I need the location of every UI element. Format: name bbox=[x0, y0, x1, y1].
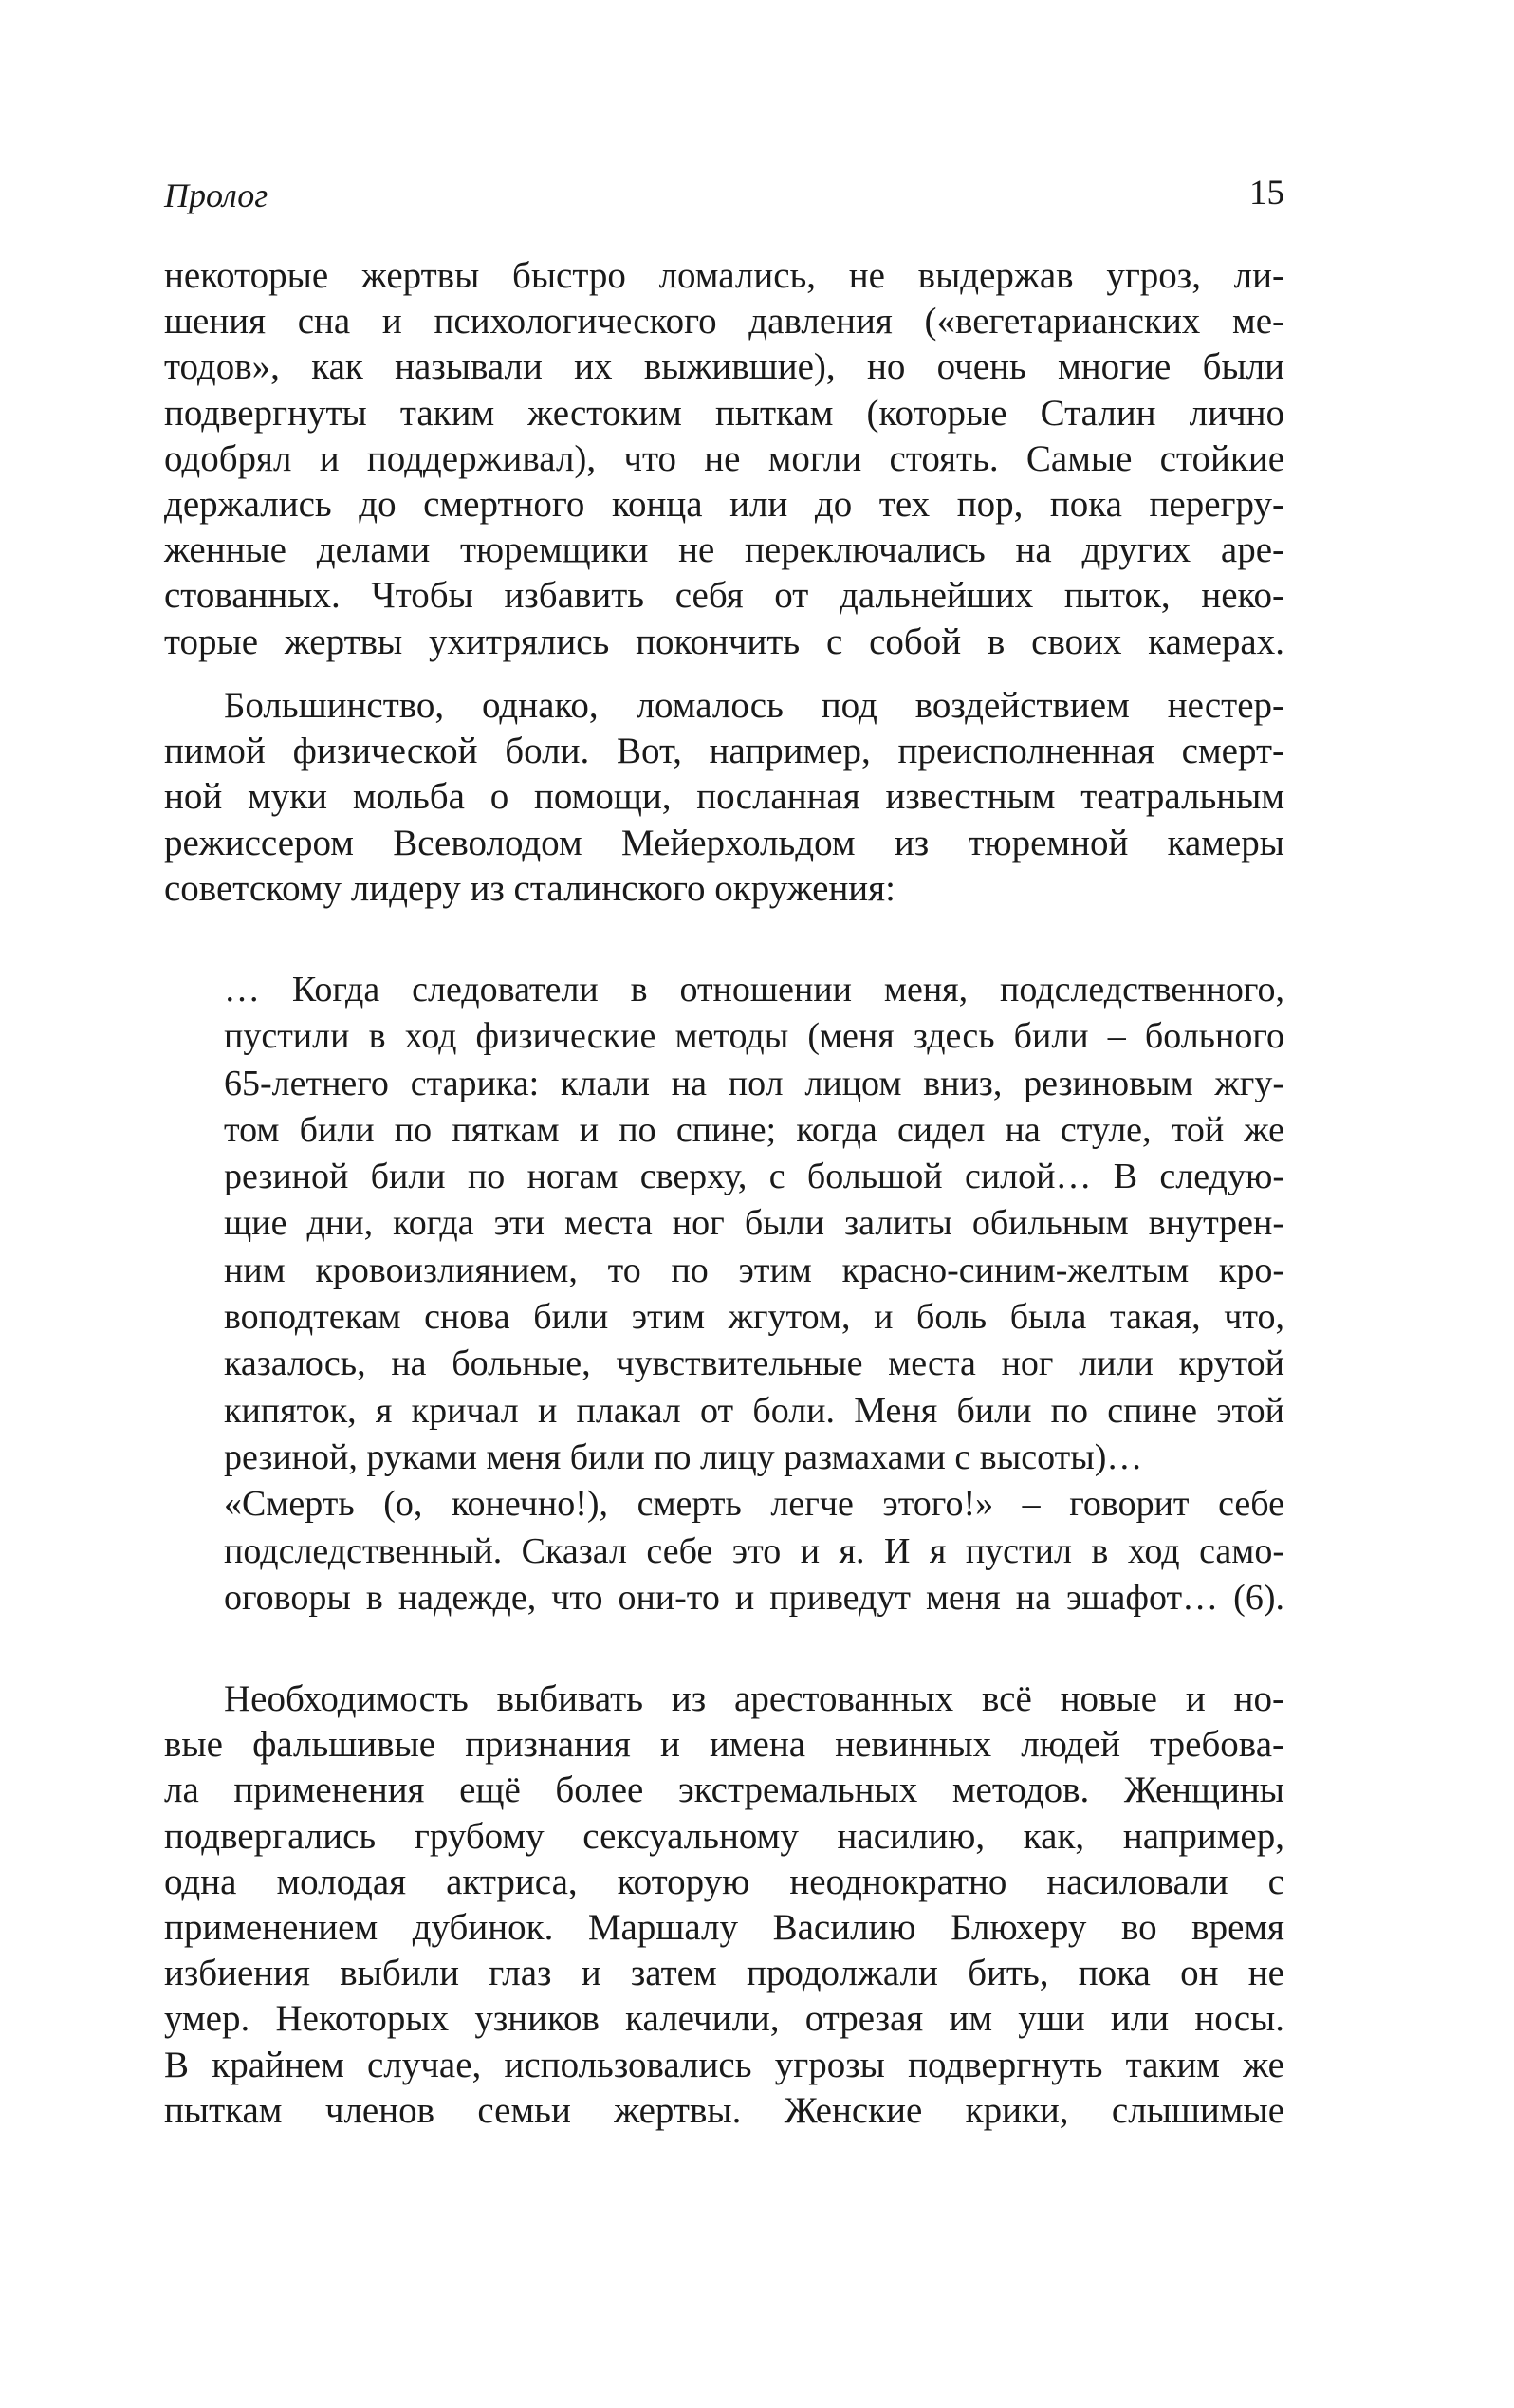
text-line: одна молодая актриса, которую неоднократно насиловали с bbox=[164, 1861, 1284, 1902]
block-quote bbox=[224, 967, 1284, 1621]
text-line: избиения выбили глаз и затем продолжали бить, пока он не bbox=[164, 1953, 1284, 1994]
quote-line: том били по пяткам и по спине; когда сидел на стуле, той же bbox=[224, 1109, 1284, 1150]
text-line: подвергнуты таким жестоким пыткам (которые Сталин лично bbox=[164, 392, 1284, 434]
text-line: тодов», как называли их выжившие), но очень многие были bbox=[164, 346, 1284, 388]
quote-line: подследственный. Сказал себе это и я. И я пустил в ход само- bbox=[224, 1530, 1284, 1571]
quote-line: «Смерть (о, конечно!), смерть легче этого!» – говорит себе bbox=[224, 1484, 1284, 1525]
quote-line: оговоры в надежде, что они-то и приведут меня на эшафот… (6). bbox=[224, 1577, 1284, 1618]
text-line: режиссером Всеволодом Мейерхольдом из тюремной камеры bbox=[164, 822, 1284, 863]
quote-line: казалось, на больные, чувствительные места ног лили крутой bbox=[224, 1343, 1284, 1384]
text-line: пыткам членов семьи жертвы. Женские крики, слышимые bbox=[164, 2089, 1284, 2131]
quote-line: воподтекам снова били этим жгутом, и боль была такая, что, bbox=[224, 1297, 1284, 1338]
text-line: применением дубинок. Маршалу Василию Блюхеру во время bbox=[164, 1907, 1284, 1949]
text-line: Большинство, однако, ломалось под воздействием нестер- bbox=[224, 685, 1284, 726]
paragraph-3 bbox=[164, 1676, 1284, 2134]
quote-line: … Когда следователи в отношении меня, подследственного, bbox=[224, 970, 1284, 1010]
paragraph-1 bbox=[164, 253, 1284, 665]
text-line: ной муки мольба о помощи, посланная известным театральным bbox=[164, 776, 1284, 818]
text-line: стованных. Чтобы избавить себя от дальнейших пыток, неко- bbox=[164, 575, 1284, 617]
text-line: некоторые жертвы быстро ломались, не выдержав угроз, ли- bbox=[164, 255, 1284, 296]
text-line: вые фальшивые признания и имена невинных людей требова- bbox=[164, 1724, 1284, 1766]
text-line: советскому лидеру из сталинского окружения: bbox=[164, 867, 895, 909]
text-line: подвергались грубому сексуальному насилию, как, например, bbox=[164, 1815, 1284, 1857]
quote-line: резиной били по ногам сверху, с большой силой… В следую- bbox=[224, 1157, 1284, 1197]
quote-line: резиной, руками меня били по лицу размахами с высоты)… bbox=[224, 1436, 1143, 1477]
quote-line: кипяток, я кричал и плакал от боли. Меня били по спине этой bbox=[224, 1390, 1284, 1431]
text-line: одобрял и поддерживал), что не могли стоять. Самые стойкие bbox=[164, 437, 1284, 479]
text-line: торые жертвы ухитрялись покончить с собой в своих камерах. bbox=[164, 621, 1284, 662]
running-title: Пролог bbox=[164, 176, 268, 214]
text-line: шения сна и психологического давления («вегетарианских ме- bbox=[164, 301, 1284, 343]
text-line: умер. Некоторых узников калечили, отрезая им уши или носы. bbox=[164, 1998, 1284, 2040]
quote-line: пустили в ход физические методы (меня здесь били – больного bbox=[224, 1016, 1284, 1057]
text-line: В крайнем случае, использовались угрозы подвергнуть таким же bbox=[164, 2044, 1284, 2085]
text-line: ла применения ещё более экстремальных методов. Женщины bbox=[164, 1769, 1284, 1811]
quote-line: 65-летнего старика: клали на пол лицом вниз, резиновым жгу- bbox=[224, 1063, 1284, 1103]
page-number: 15 bbox=[1249, 174, 1284, 213]
text-line: держались до смертного конца или до тех пор, пока перегру- bbox=[164, 484, 1284, 526]
text-line: женные делами тюремщики не переключались на других аре- bbox=[164, 529, 1284, 571]
quote-line: щие дни, когда эти места ног были залиты обильным внутрен- bbox=[224, 1203, 1284, 1244]
paragraph-2 bbox=[164, 683, 1284, 912]
text-line: Необходимость выбивать из арестованных всё новые и но- bbox=[224, 1678, 1284, 1719]
text-line: пимой физической боли. Вот, например, преисполненная смерт- bbox=[164, 731, 1284, 772]
quote-line: ним кровоизлиянием, то по этим красно-синим-желтым кро- bbox=[224, 1250, 1284, 1290]
